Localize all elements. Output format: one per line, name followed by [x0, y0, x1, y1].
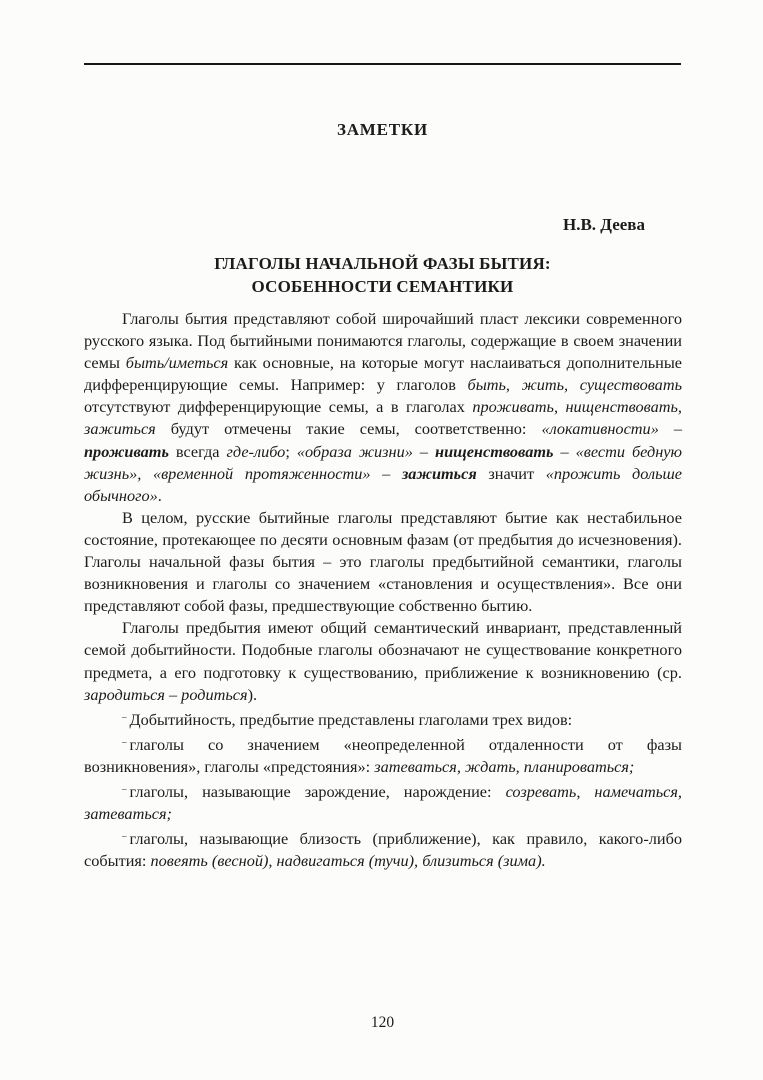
list-item-1-text: глаголы со значением «неопределенной отдаленности от фазы возникновения», глаголы «предстояния»: затеваться, ждать, планироваться; [84, 734, 682, 776]
list-item-2 [84, 778, 682, 825]
paragraph-4 [84, 706, 682, 731]
list-dash-marker: – [122, 736, 127, 747]
list-dash-marker: – [122, 711, 127, 722]
paragraph-1 [84, 308, 682, 507]
paragraph-2-text: В целом, русские бытийные глаголы представляют бытие как нестабильное состояние, протекающее по десяти основным фазам (от предбытия до исчезновения). Глаголы начальной фазы бытия – это глаголы предбытийной семантики, глаголы возникновения и глаголы со значением «становления и осуществления». Все они представляют собой фазы, предшествующие собственно бытию. [84, 507, 682, 616]
author-name: Н.В. Деева [563, 215, 645, 234]
article-title-line2: ОСОБЕННОСТИ СЕМАНТИКИ [251, 277, 514, 296]
list-item-3-text: глаголы, называющие близость (приближение), как правило, какого-либо события: повеять (весной), надвигаться (тучи), близиться (зима). [84, 829, 682, 871]
list-item-1 [84, 731, 682, 778]
paragraph-3-text: Глаголы предбытия имеют общий семантический инвариант, представленный семой добытийности. Подобные глаголы обозначают не существование конкретного предмета, а его подготовку к существованию, приближение к возникновению (ср. зародиться – родиться). [84, 618, 682, 704]
paragraph-3 [84, 617, 682, 705]
list-dash-marker: – [122, 783, 127, 794]
paragraph-4-text: Добытийность, предбытие представлены глаголами трех видов: [129, 709, 573, 729]
article-body [84, 308, 682, 872]
header-rule [84, 63, 681, 65]
paragraph-2 [84, 507, 682, 617]
article-title-line1: ГЛАГОЛЫ НАЧАЛЬНОЙ ФАЗЫ БЫТИЯ: [214, 254, 551, 273]
list-dash-marker: – [122, 831, 127, 842]
article-title [84, 252, 681, 298]
page-number: 120 [370, 1014, 395, 1031]
paragraph-1-text: Глаголы бытия представляют собой широчайший пласт лексики современного русского языка. Под бытийными понимаются глаголы, содержащие в своем значении семы быть/иметься как основные, на которые могут наслаиваться дополнительные дифференцирующие семы. Например: у глаголов быть, жить, существовать отсутствуют дифференцирующие семы, а в глаголах проживать, нищенствовать, зажиться будут отмечены такие семы, соответственно: «локативности» – проживать всегда где-либо; «образа жизни» – нищенствовать – «вести бедную жизнь», «временной протяженности» – зажиться значит «прожить дольше обычного». [84, 309, 683, 505]
list-item-2-text: глаголы, называющие зарождение, нарождение: созревать, намечаться, затеваться; [84, 781, 682, 824]
section-header: ЗАМЕТКИ [336, 120, 429, 139]
list-item-3 [84, 825, 682, 872]
